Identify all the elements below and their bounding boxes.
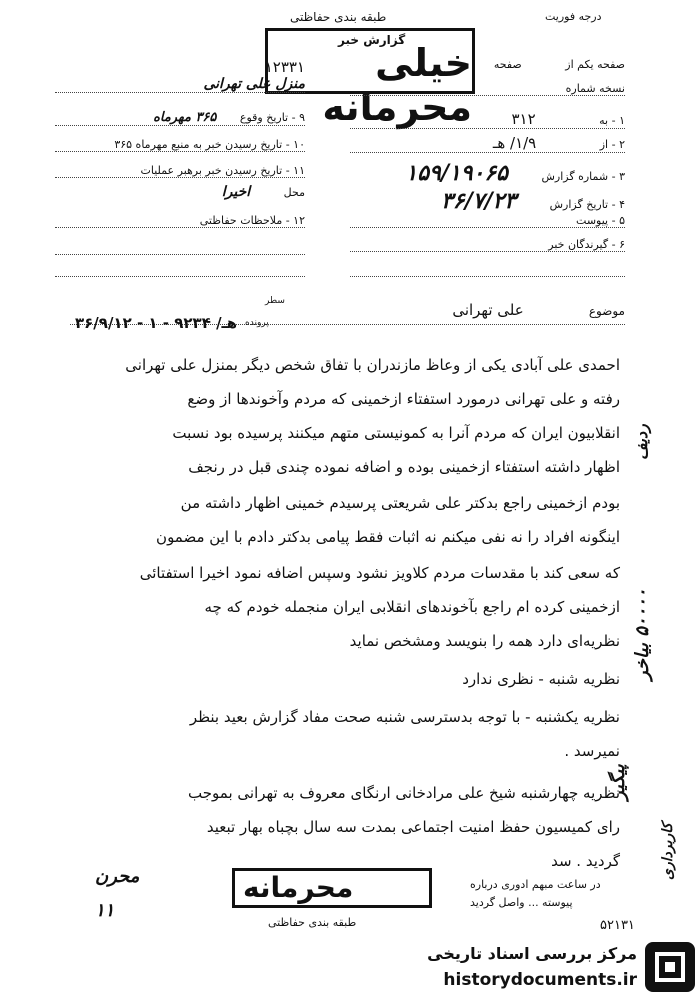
row-4-label: ۴ - تاریخ گزارش	[549, 198, 625, 211]
page-of-label: صفحه یکم از	[565, 58, 625, 71]
row-3	[350, 160, 625, 186]
row-1-value: ۳۱۲	[511, 110, 536, 128]
copy-row	[350, 82, 625, 96]
blank-line-2	[55, 262, 305, 277]
name-value: منزل علی تهرانی	[203, 76, 305, 92]
row-9-value: ۳۶۵ مهرماه	[153, 110, 217, 125]
body-line: رفته و علی تهرانی درمورد استفتاء ازخمینی که مردم وآخوندها از وضع	[187, 390, 620, 408]
row-10-label: ۱۰ - تاریخ رسیدن خبر به منبع مهرماه ۳۶۵	[114, 138, 305, 151]
row-12	[55, 214, 305, 228]
row-6	[350, 238, 625, 252]
ref-label-top: سطر	[265, 296, 285, 306]
row-4	[350, 188, 625, 214]
place-row	[55, 184, 305, 200]
signature-mark: ۱۱	[95, 900, 115, 921]
body-line: انقلابیون ایران که مردم آنرا به کمونیستی متهم میکنند پرسیده بود نسبت	[172, 424, 620, 442]
page-label: صفحه	[493, 58, 522, 71]
priority-label: درجه فوریت	[545, 10, 602, 23]
row-3-value: ۱۵۹/۱۹۰۶۵	[405, 160, 508, 186]
code-field	[55, 58, 305, 76]
copy-label: نسخه شماره	[565, 82, 625, 95]
row-10	[55, 138, 305, 152]
archive-name: مرکز بررسی اسناد تاریخی	[427, 944, 637, 963]
code-value: ۱۲۳۳۱	[264, 58, 305, 76]
page-number: ۵۲۱۳۱	[600, 918, 635, 933]
archive-logo	[410, 938, 695, 1000]
margin-note-4: کاربرداری	[660, 822, 676, 880]
row-2	[350, 134, 625, 153]
body-line: رای کمیسیون حفظ امنیت اجتماعی بمدت سه سال بچباه بهار تبعید	[206, 818, 620, 836]
body-line: نظریه شنبه - نظری ندارد	[462, 670, 620, 688]
body-line: اینگونه افراد را نه نفی میکنم نه اثبات فقط پیامی بدکتر دادم با این مضمون	[156, 528, 620, 546]
bottom-secret-stamp	[232, 868, 432, 908]
body-line: که سعی کند با مقدسات مردم کلاویز نشود وسپس اضافه نمود اخیرا استفتائی	[139, 564, 620, 582]
row-1	[350, 110, 625, 129]
row-11-label: ۱۱ - تاریخ رسیدن خبر برهبر عملیات	[140, 164, 305, 177]
row-5-label: ۵ - پیوست	[576, 214, 625, 227]
row-4-value: ۳۶/۷/۲۳	[440, 188, 517, 214]
row-12-label: ۱۲ - ملاحظات حفاظتی	[199, 214, 305, 227]
row-11	[55, 164, 305, 178]
archive-url[interactable]: historydocuments.ir	[443, 970, 637, 990]
row-1-label: ۱ - به	[599, 114, 625, 127]
row-9	[55, 110, 305, 126]
name-field	[55, 76, 305, 93]
body-line: نمیرسد .	[564, 742, 620, 760]
page-of-row	[350, 58, 625, 71]
body-line: نظریه یکشنبه - با توجه بدسترسی شنبه صحت مفاد گزارش بعید بنظر	[189, 708, 620, 726]
stamp-bottom-text: محرمانه	[243, 871, 354, 904]
ref-label-bottom: پرونده	[245, 318, 269, 328]
distribution-line-1: در ساعت مبهم ادوری درباره	[470, 878, 601, 891]
subject-label: موضوع	[588, 304, 625, 318]
stamp-top-text: خیلی محرمانه	[322, 41, 472, 129]
row-5	[350, 214, 625, 228]
blank-line-1	[55, 240, 305, 255]
stamp-top-overlay-text: گزارش خبر	[338, 33, 406, 47]
row-9-label: ۹ - تاریخ وقوع	[239, 111, 305, 124]
subject-value: علی تهرانی	[452, 301, 524, 319]
distribution-line-2: پیوسته ... واصل گردید	[470, 896, 573, 909]
blank-line-3	[350, 262, 625, 277]
body-line: نظریه چهارشنبه شیخ علی مرادخانی ارنگای معروف به تهرانی بموجب	[188, 784, 620, 802]
body-line: گردید . سد	[551, 852, 620, 870]
body-line: اظهار داشته استفتاء ازخمینی بوده و اضافه نموده چندی قبل در رنجف	[188, 458, 620, 476]
row-2-label: ۲ - از	[599, 138, 625, 151]
body-line: ازخمینی کرده ام راجع بآخوندهای انقلابی ایران منجمله خودم که چه	[204, 598, 620, 616]
row-3-label: ۳ - شماره گزارش	[541, 170, 625, 183]
archive-logo-icon	[645, 942, 695, 992]
margin-note-3: پیگیر	[608, 764, 629, 800]
body-line: احمدی علی آبادی یکی از وعاظ مازندران با تفاق شخص دیگر بمنزل علی تهرانی	[125, 356, 620, 374]
place-label: محل	[283, 186, 305, 199]
reference-number: ۳۶/۹/۱۲ - ۱ - هـ/ ۹۲۳۴	[75, 314, 238, 332]
row-2-value: ۱/۹/ هـ	[492, 134, 537, 152]
body-line: نظریه‌ای دارد همه را بنویسد ومشخص نماید	[349, 632, 620, 650]
margin-note-2: ۵۰۰۰۰ بیاخر	[632, 588, 653, 680]
row-6-label: ۶ - گیرندگان خبر	[548, 238, 625, 251]
classification-header: طبقه بندی حفاظتی	[290, 10, 387, 24]
signature-initials: محرن	[95, 866, 140, 887]
body-line: بودم ازخمینی راجع بدکتر علی شریعتی پرسیدم خمینی اظهار داشته من	[180, 494, 620, 512]
row-11-value: اخیرا	[221, 184, 251, 200]
margin-note-1: ردیف	[632, 424, 651, 460]
bottom-classification: طبقه بندی حفاظتی	[268, 916, 357, 929]
